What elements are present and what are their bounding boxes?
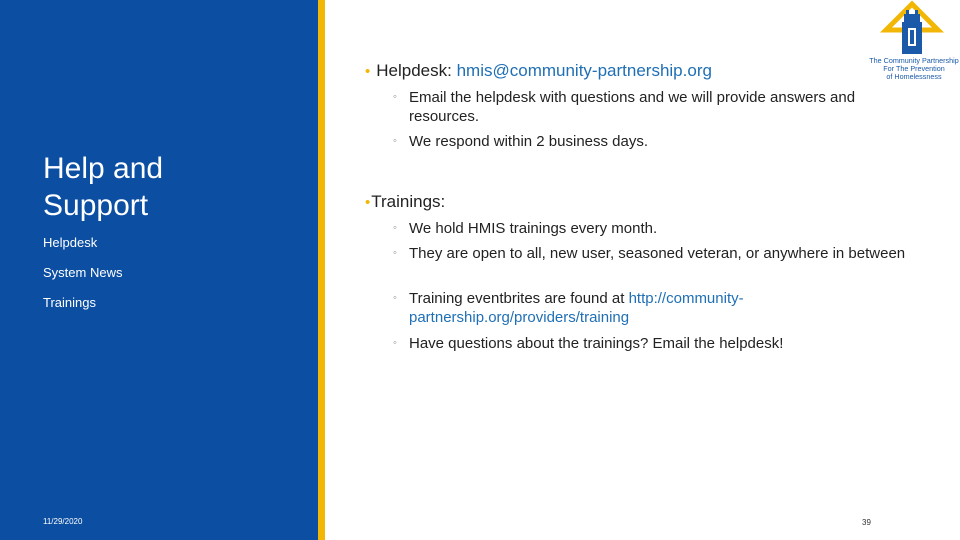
- helpdesk-item-1-text: Email the helpdesk with questions and we will provide answers and resources.: [409, 89, 856, 125]
- sub-bullet-icon: ◦: [393, 292, 397, 304]
- helpdesk-email-link[interactable]: hmis@community-partnership.org: [456, 61, 712, 80]
- sidebar-item-helpdesk[interactable]: Helpdesk: [43, 235, 98, 250]
- trainings-label: Trainings:: [371, 192, 446, 211]
- slide-date: 11/29/2020: [43, 517, 83, 526]
- logo-line-1: The Community Partnership: [869, 56, 959, 65]
- bullet-icon: •: [365, 194, 371, 211]
- sub-bullet-icon: ◦: [393, 247, 397, 259]
- section-title-line1: Help and: [43, 152, 164, 185]
- sidebar-item-system-news[interactable]: System News: [43, 265, 123, 280]
- trainings-bullet: [365, 192, 445, 212]
- trainings-item-2: [393, 244, 909, 263]
- logo-line-3: of Homelessness: [886, 72, 942, 81]
- section-title: [43, 150, 163, 224]
- trainings-item-1-text: We hold HMIS trainings every month.: [409, 220, 658, 237]
- logo-line-2: For The Prevention: [883, 64, 945, 73]
- trainings-item-3-text: Training eventbrites are found at: [409, 290, 629, 307]
- sidebar-nav: [43, 234, 122, 324]
- trainings-item-1: [393, 219, 909, 238]
- trainings-item-2-text: They are open to all, new user, seasoned veteran, or anywhere in between: [409, 245, 906, 262]
- accent-bar: [318, 0, 325, 540]
- trainings-item-4-text: Have questions about the trainings? Email the helpdesk!: [409, 335, 784, 352]
- helpdesk-bullet: [365, 61, 712, 81]
- sidebar-item-trainings[interactable]: Trainings: [43, 295, 96, 310]
- logo-text: [868, 57, 960, 81]
- helpdesk-item-2-text: We respond within 2 business days.: [409, 133, 649, 150]
- page-number: 39: [862, 518, 871, 527]
- helpdesk-item-2: [393, 132, 909, 151]
- bullet-icon: •: [365, 63, 371, 80]
- helpdesk-item-1: [393, 88, 909, 126]
- sub-bullet-icon: ◦: [393, 91, 397, 103]
- sub-bullet-icon: ◦: [393, 222, 397, 234]
- sub-bullet-icon: ◦: [393, 135, 397, 147]
- section-title-line2: Support: [43, 189, 149, 222]
- trainings-item-3: [393, 289, 909, 327]
- trainings-item-4: [393, 334, 909, 353]
- sub-bullet-icon: ◦: [393, 337, 397, 349]
- helpdesk-label: Helpdesk:: [376, 61, 457, 80]
- training-url-link[interactable]: http://community-partnership.org/providers/training: [409, 290, 744, 326]
